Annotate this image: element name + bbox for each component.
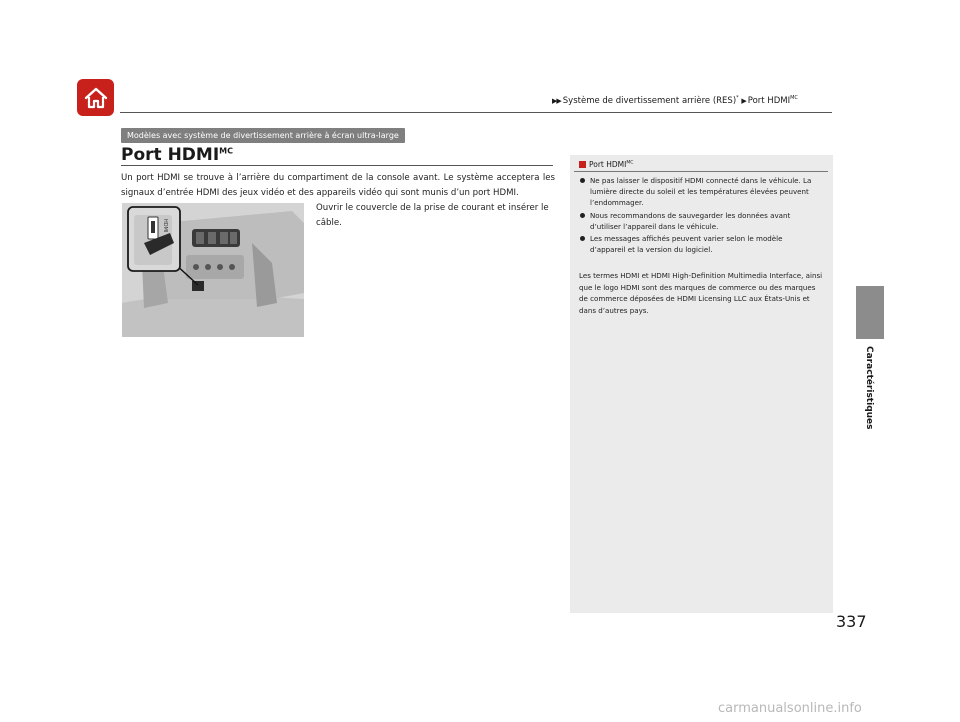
console-illustration: [122, 203, 304, 337]
title-divider: [121, 165, 553, 166]
home-icon: [83, 86, 109, 110]
note-icon: [579, 161, 586, 168]
model-badge: Modèles avec système de divertissement arrière à écran ultra-large: [121, 128, 405, 143]
trademark-notice: Les termes HDMI et HDMI High-Definition Multimedia Interface, ainsi que le logo HDMI sont des marques de commerce ou des marques de commerce déposées de HDMI Licensing LLC aux États-Unis et dans d’autres pays.: [579, 271, 823, 315]
note-divider: [574, 171, 828, 172]
header-divider: [120, 112, 832, 113]
breadcrumb-current: Port $HDMI^{MC}$: [747, 95, 798, 106]
body-paragraph: Un port HDMI se trouve à l’arrière du compartiment de la console avant. Le système acceptera les signaux d’entrée HDMI des jeux vidéo et des appareils vidéo qui sont munis d’un port HDMI.: [121, 173, 555, 198]
bullet-icon: [580, 178, 585, 183]
svg-text:HDMI: HDMI: [162, 219, 168, 233]
watermark-text: carmanualsonline.info: [718, 701, 862, 716]
note-item: Nous recommandons de sauvegarder les données avant d’utiliser l’appareil dans le véhicule.: [578, 210, 818, 232]
note-list: [578, 175, 818, 256]
bullet-icon: [580, 213, 585, 218]
page-number: 337: [836, 612, 867, 631]
breadcrumb: [552, 95, 798, 106]
bullet-icon: [580, 236, 585, 241]
note-title: Port $HDMI^{MC}$: [579, 160, 633, 169]
home-button[interactable]: [77, 79, 114, 116]
note-item: Ne pas laisser le dispositif HDMI connecté dans le véhicule. La lumière directe du soleil et les températures élevées peuvent l’endommager.: [578, 175, 818, 209]
sidebar-section-label: Caractéristiques: [864, 346, 874, 430]
sidebar-section-tab[interactable]: [856, 286, 884, 339]
chevron-right-icon: ▶: [741, 96, 746, 105]
hdmi-port-illustration: [122, 203, 304, 337]
double-chevron-right-icon: ▶▶: [552, 96, 561, 105]
breadcrumb-link-res[interactable]: Système de divertissement arrière (RES)*: [562, 95, 739, 106]
image-caption: Ouvrir le couvercle de la prise de courant et insérer le câble.: [316, 203, 549, 228]
note-item: Les messages affichés peuvent varier selon le modèle d’appareil et la version du logiciel.: [578, 233, 818, 255]
page-title: Port $HDMI^{MC}$: [121, 145, 233, 165]
